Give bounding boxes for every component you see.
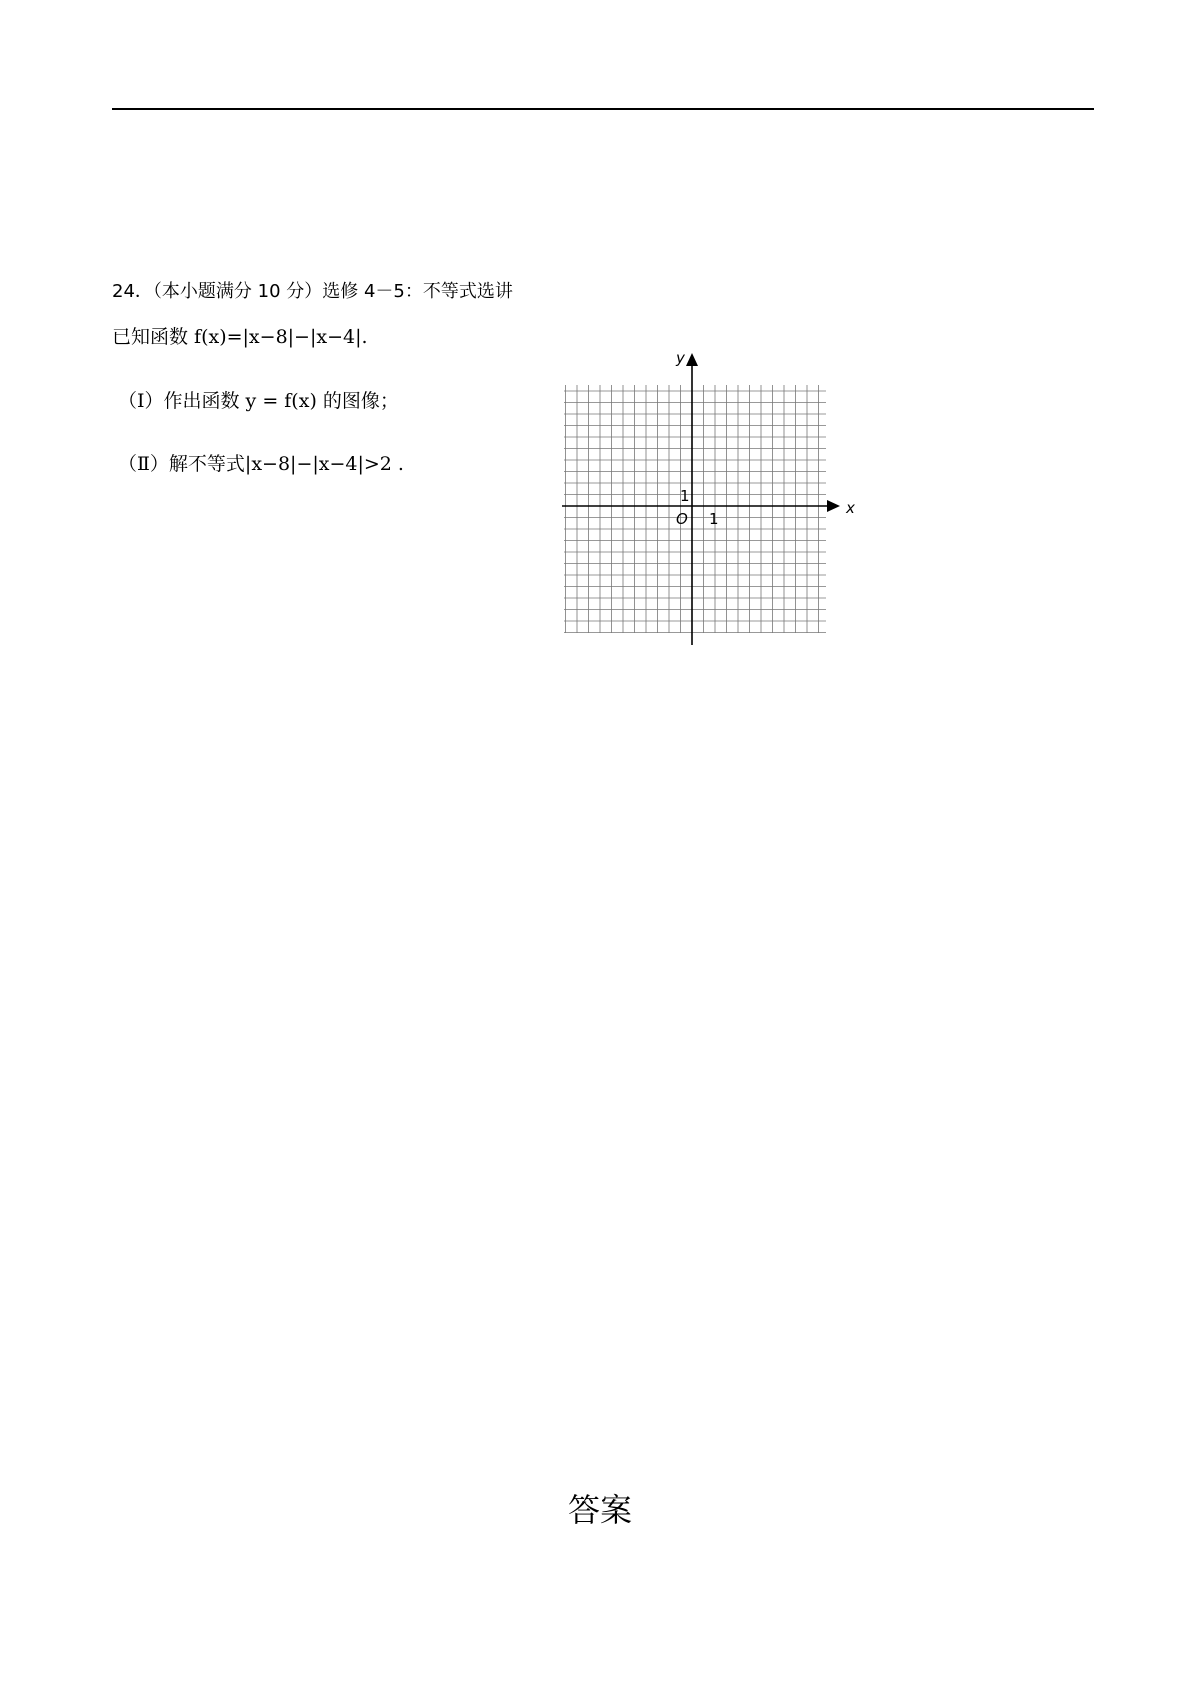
question-part-1: （Ⅰ）作出函数 y = f(x) 的图像； — [118, 390, 399, 412]
y-axis-arrow — [686, 353, 698, 366]
header-rule — [112, 108, 1094, 110]
coordinate-grid-figure — [550, 345, 860, 655]
origin-label: O — [676, 510, 688, 528]
question-part-2: （Ⅱ）解不等式|x−8|−|x−4|>2 . — [118, 453, 404, 475]
question-header: 24．（本小题满分 10 分）选修 4－5：不等式选讲 — [112, 281, 513, 302]
x-axis-arrow — [827, 500, 840, 512]
x-axis-label: x — [846, 499, 855, 517]
coordinate-grid — [550, 345, 860, 655]
y-axis-label: y — [676, 349, 685, 367]
question-given — [112, 322, 368, 349]
y-unit-label: 1 — [680, 487, 690, 505]
question-given-text: 已知函数 f(x)=|x−8|−|x−4|. — [112, 326, 368, 348]
x-unit-label: 1 — [709, 510, 719, 528]
grid-lines — [564, 385, 826, 633]
answer-heading: 答案 — [567, 1491, 632, 1529]
